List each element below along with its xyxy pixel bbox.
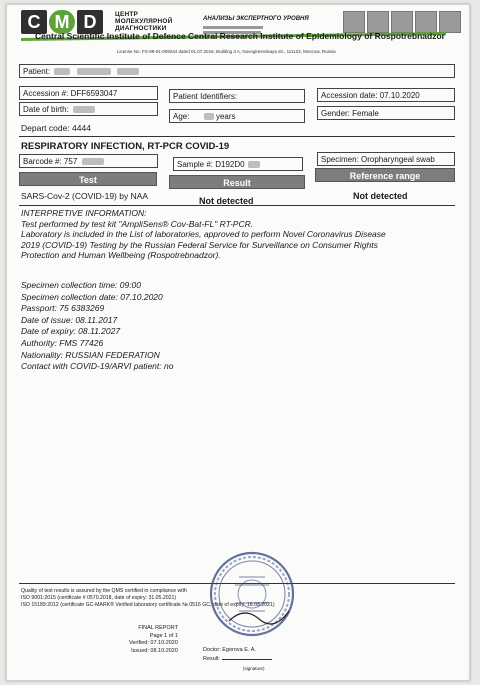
qms-line: Quality of test results is assured by the QMS certified in compliance with: [21, 588, 187, 594]
official-stamp: [209, 551, 295, 637]
org-name-line2: МОЛЕКУЛЯРНОЙ: [115, 18, 173, 25]
photo-thumb: [343, 11, 365, 33]
sample-field: [173, 157, 303, 171]
col-header-result: Result: [169, 175, 305, 189]
dob-field: [19, 102, 158, 116]
org-name: [115, 11, 173, 32]
test-title: RESPIRATORY INFECTION, RT-PCR COVID-19: [21, 141, 230, 152]
divider: [19, 136, 455, 137]
photo-thumb: [367, 11, 389, 33]
analysis-tagline: АНАЛИЗЫ ЭКСПЕРТНОГО УРОВНЯ: [203, 16, 309, 22]
redacted-age: [204, 113, 214, 120]
authority: Authority: FMS 77426: [21, 337, 104, 348]
collection-time: Specimen collection time: 09:00: [21, 280, 142, 290]
interpretive-heading: INTERPRETIVE INFORMATION:: [21, 208, 147, 218]
verified-date: Verified: 07.10.2020: [129, 640, 178, 646]
dob-label: Date of birth:: [23, 105, 69, 114]
patient-field: [19, 64, 455, 78]
redacted-sample: [248, 161, 260, 168]
photo-thumb: [439, 11, 461, 33]
redacted-barcode: [82, 158, 104, 165]
date-of-issue: Date of issue: 08.11.2017: [21, 314, 118, 325]
doctor-signature-block: [203, 646, 272, 673]
photo-thumb: [415, 11, 437, 33]
patient-identifiers-field: Patient Identifiers:: [169, 89, 305, 103]
photo-thumb: [391, 11, 413, 33]
header-photo-strip: [343, 11, 461, 33]
patient-label: Patient:: [23, 67, 51, 76]
age-unit: years: [215, 112, 236, 121]
test-result: Not detected: [199, 196, 254, 206]
passport: Passport: 75 6383269: [21, 303, 105, 314]
age-label: Age:: [173, 112, 190, 121]
org-name-line3: ДИАГНОСТИКИ: [115, 25, 167, 32]
interpretive-line: 2019 (COVID-19) Testing by the Russian Federal Service for Surveillance on Consumer Rights: [21, 239, 378, 250]
result-label: Result:: [203, 656, 221, 662]
depart-code: Depart code: 4444: [21, 123, 91, 133]
barcode-field: [19, 154, 158, 168]
redacted-name: [117, 68, 139, 75]
specimen-field: Specimen: Oropharyngeal swab: [317, 152, 455, 166]
doctor-name: Doctor: Egorova E. A.: [203, 647, 256, 653]
reference-range: Not detected: [353, 191, 408, 201]
org-name-line1: ЦЕНТР: [115, 11, 139, 18]
page-indicator: Page 1 of 1: [149, 632, 178, 639]
accession-date-field: Accession date: 07.10.2020: [317, 88, 455, 102]
collection-date: Specimen collection date: 07.10.2020: [21, 291, 163, 302]
col-header-reference: Reference range: [315, 168, 455, 182]
age-field: [169, 109, 305, 123]
accession-field: Accession #: DFF6593047: [19, 86, 158, 100]
specimen-details: [21, 280, 173, 373]
barcode-label: Barcode #: 757: [23, 157, 78, 166]
redacted-dob: [73, 106, 95, 113]
divider: [19, 205, 455, 206]
redacted-name: [77, 68, 111, 75]
qms-line: ISO 15189:2012 (certificate GC-MARK® Verified laboratory certificate № 0516 GC, date of expiry: 18.08.2021): [21, 602, 275, 609]
date-of-expiry: Date of expiry: 08.11.2027: [21, 326, 121, 337]
logo-letter-m: M: [49, 10, 75, 34]
signature-caption: (signature): [243, 666, 265, 671]
sample-label: Sample #: D192D0: [177, 160, 245, 169]
logo-letter-d: D: [77, 10, 103, 34]
logo-letter-c: C: [21, 10, 47, 34]
interpretive-line: Test performed by test kit "AmpliSens® Cov-Bat-FL" RT-PCR.: [21, 218, 254, 229]
report-status: [129, 625, 178, 655]
lab-report-page: [6, 4, 470, 681]
interpretive-line: Protection and Human Wellbeing (Rospotrebnadzor).: [21, 250, 221, 260]
interpretive-line: Laboratory is included in the List of laboratories, approved to perform Novel Coronavirus Disease: [21, 229, 386, 239]
test-name: SARS-Cov-2 (COVID-19) by NAA: [21, 191, 149, 201]
issued-date: Issued: 08.10.2020: [131, 647, 178, 654]
col-header-test: Test: [19, 172, 157, 186]
contact-status: Contact with COVID-19/ARVI patient: no: [21, 361, 174, 372]
nationality: Nationality: RUSSIAN FEDERATION: [21, 349, 160, 360]
result-line: [203, 655, 272, 664]
interpretive-info: [21, 208, 451, 261]
institute-name: Central Scientific Institute of Defence Central Research Institute of Epidemiology of Rospotrebnadzor: [35, 31, 445, 41]
qms-line: ISO 9001:2015 (certificate # 0570.2018, date of expiry: 31.05.2021): [21, 595, 177, 602]
redacted-name: [54, 68, 70, 75]
gender-field: Gender: Female: [317, 106, 455, 120]
final-report-label: FINAL REPORT: [138, 625, 178, 631]
license-line: License No. FS-99-01-009234 dated 01.07.2018, Building 3 A, Novogireevskaya str., 111123, Moscow, Russia: [117, 49, 336, 54]
